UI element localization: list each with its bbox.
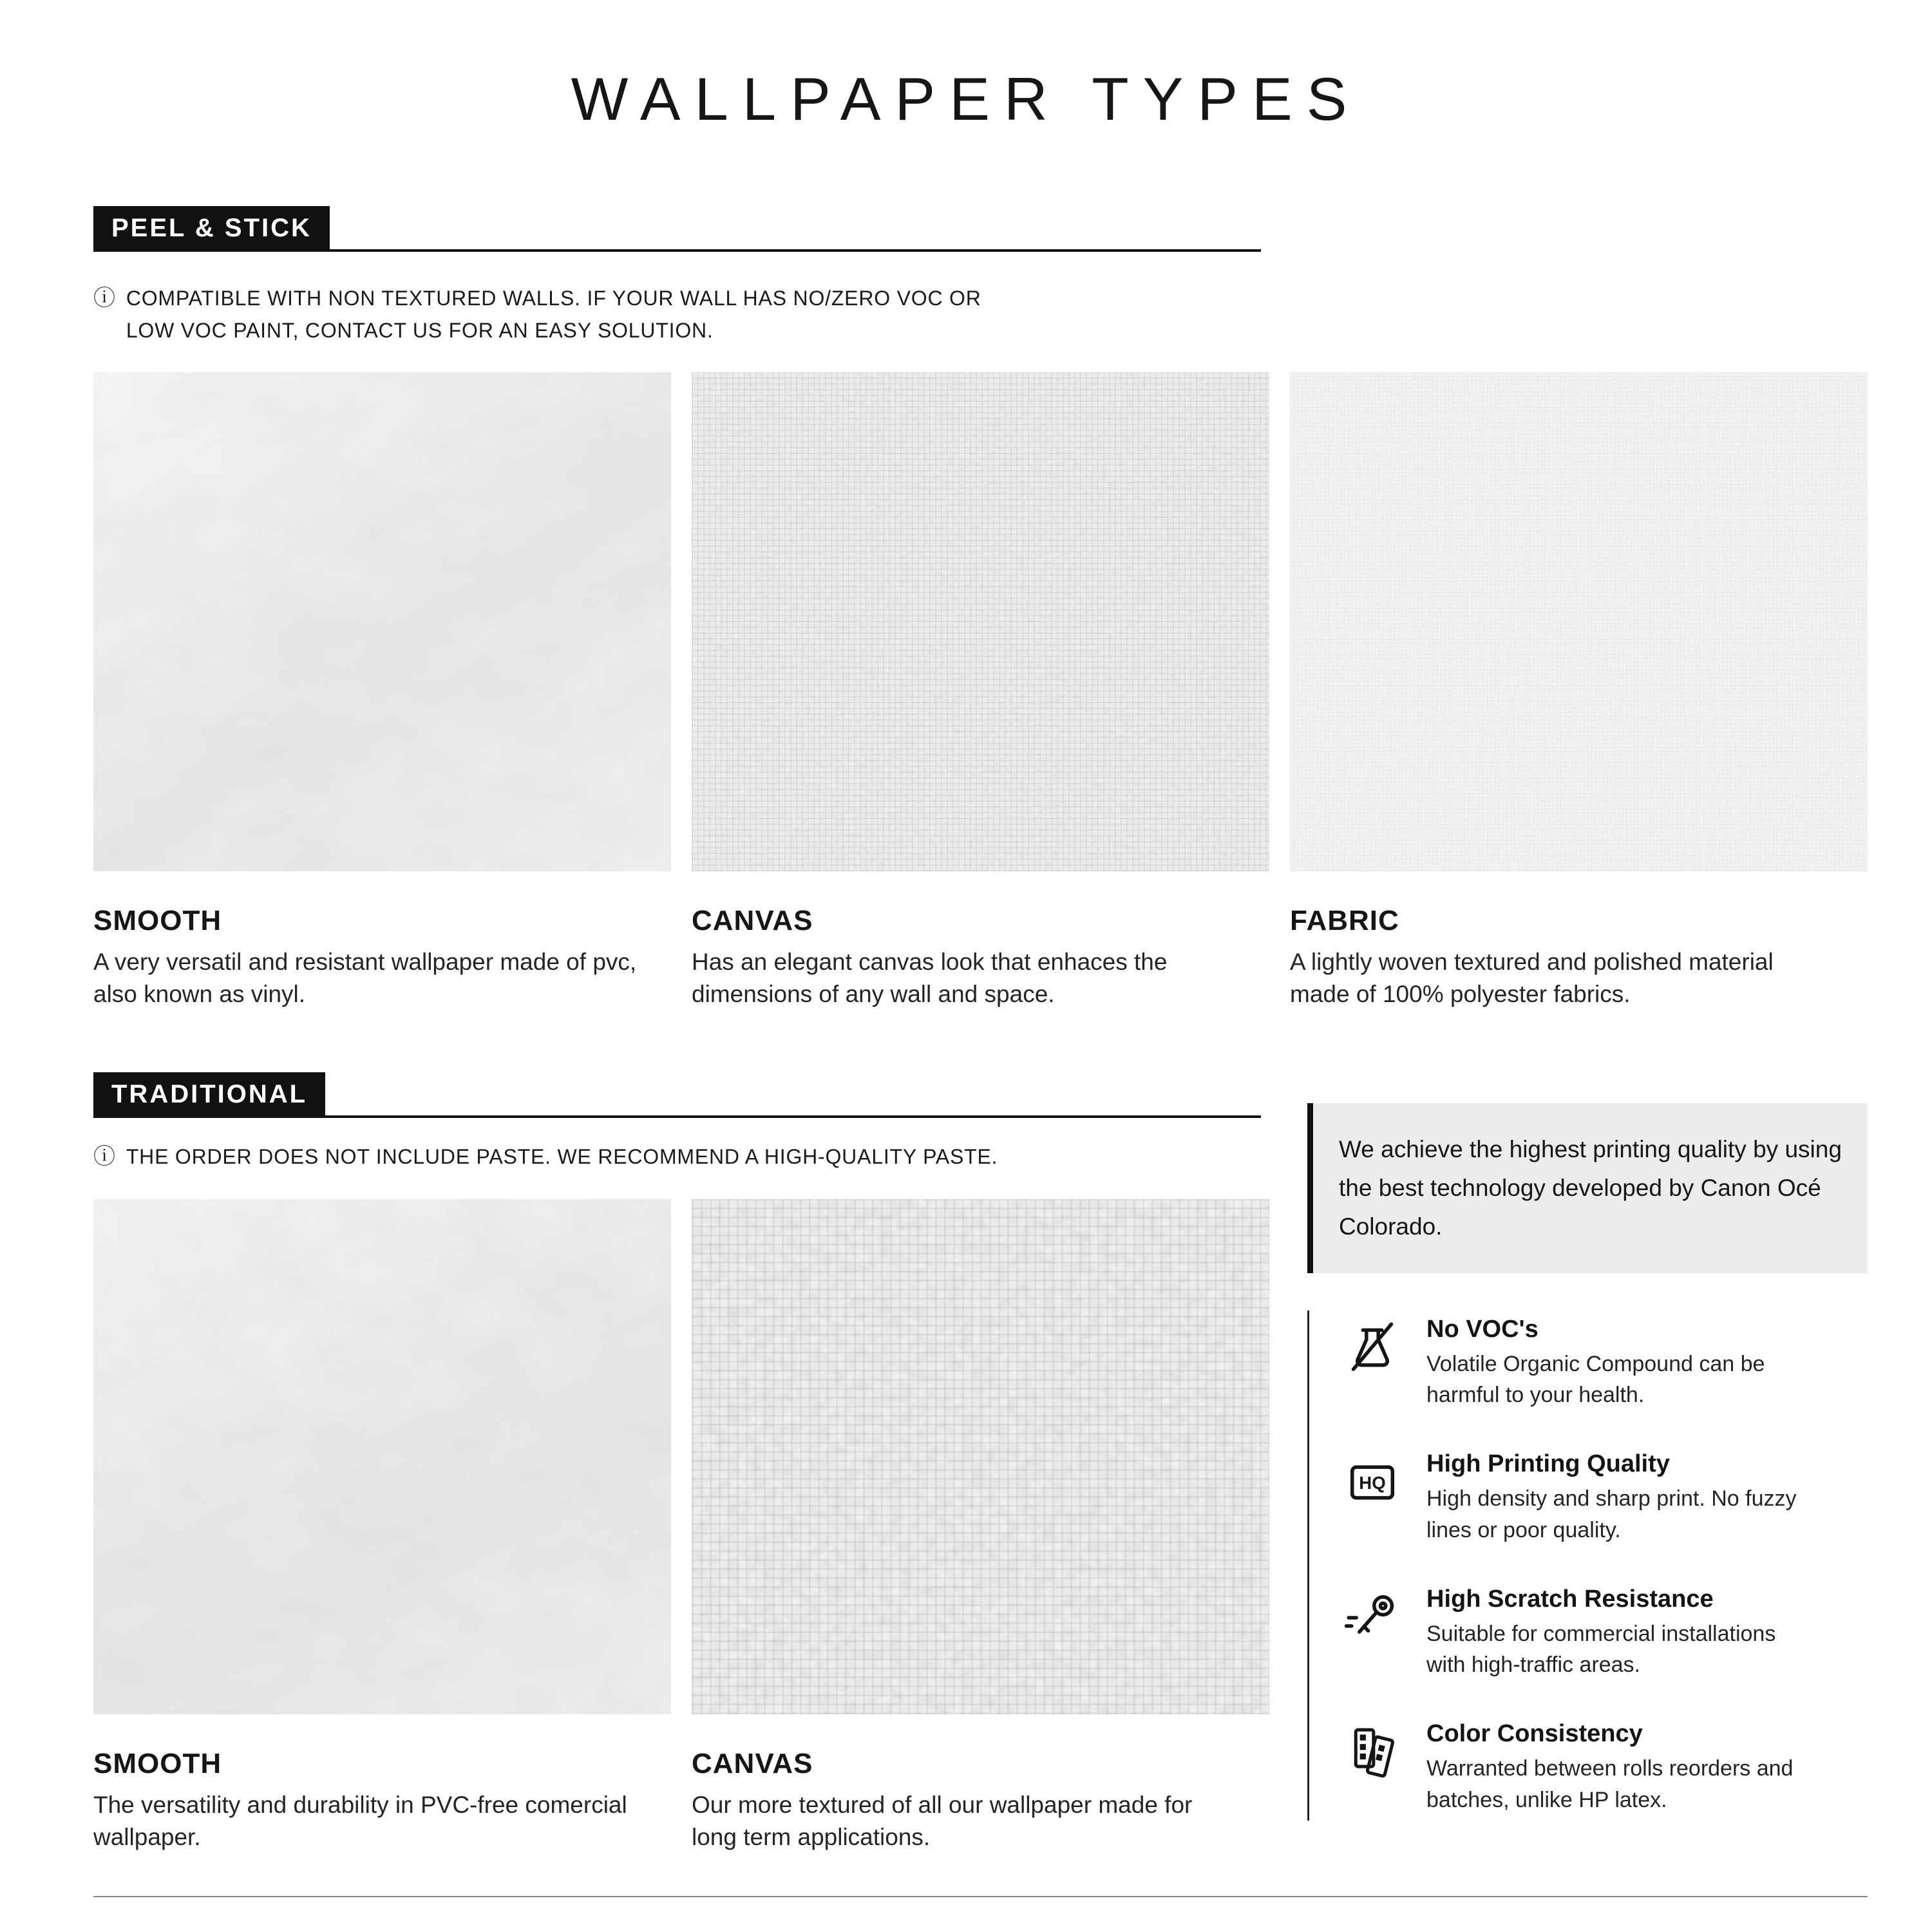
traditional-swatch-grid [93,1199,1269,1853]
peel-section-label: PEEL & STICK [93,206,330,249]
swatch-description: A lightly woven textured and polished material made of 100% polyester fabrics. [1290,949,1774,1008]
page-title: WALLPAPER TYPES [571,65,1361,133]
scratch-resistance-key-icon [1343,1588,1402,1647]
feature-color-consistency [1343,1720,1868,1815]
info-icon: ⓘ [93,1144,116,1170]
smooth-texture-image [93,372,671,871]
feature-high-scratch-resistance [1343,1586,1868,1681]
traditional-section [93,1072,1269,1853]
peel-section-header [93,206,1261,252]
bottom-divider [93,1896,1868,1897]
feature-description: Warranted between rolls reorders and batches, unlike HP latex. [1426,1756,1794,1812]
peel-swatch-grid [93,372,1868,1010]
feature-title: Color Consistency [1426,1720,1643,1748]
feature-text [1426,1586,1819,1681]
feature-description: Suitable for commercial installations with high-traffic areas. [1426,1621,1776,1678]
info-icon: ⓘ [93,286,116,310]
feature-high-printing-quality [1343,1450,1868,1546]
traditional-note [93,1141,1034,1173]
swatch-description: Our more textured of all our wallpaper made for long term applications. [692,1791,1193,1850]
feature-list [1307,1311,1868,1821]
hq-icon-label: HQ [1359,1473,1386,1493]
smooth-texture-image [93,1199,671,1714]
swatch-card-smooth-traditional [93,1199,671,1853]
peel-note [93,283,1034,346]
quality-column [1307,1072,1868,1853]
feature-title: High Scratch Resistance [1426,1585,1714,1613]
texture-overlay [692,372,1269,871]
swatch-title: CANVAS [692,1747,813,1779]
traditional-section-header [93,1072,1261,1118]
feature-no-vocs [1343,1316,1868,1411]
feature-title: High Printing Quality [1426,1450,1670,1478]
feature-description: High density and sharp print. No fuzzy lines or poor quality. [1426,1486,1797,1542]
peel-note-text: COMPATIBLE WITH NON TEXTURED WALLS. IF YOUR WALL HAS NO/ZERO VOC OR LOW VOC PAINT, CONTACT US FOR AN EASY SOLUTION. [126,287,981,342]
feature-description: Volatile Organic Compound can be harmful to your health. [1426,1351,1765,1408]
swatch-title: SMOOTH [93,905,222,937]
feature-text [1426,1316,1819,1411]
traditional-section-label: TRADITIONAL [93,1072,325,1115]
traditional-note-text: THE ORDER DOES NOT INCLUDE PASTE. WE RECOMMEND A HIGH-QUALITY PASTE. [126,1145,998,1169]
feature-title: No VOC's [1426,1315,1539,1343]
swatch-description: The versatility and durability in PVC-free comercial wallpaper. [93,1791,627,1850]
texture-overlay [692,1199,1269,1714]
swatch-card-canvas-traditional [692,1199,1269,1853]
no-voc-icon [1343,1318,1402,1378]
swatch-title: SMOOTH [93,1747,222,1779]
swatch-card-smooth [93,372,671,1010]
fabric-texture-image [1290,372,1868,871]
swatch-title: CANVAS [692,905,813,937]
color-swatchbook-icon [1343,1723,1402,1782]
swatch-card-canvas [692,372,1269,1010]
hq-icon [1343,1453,1402,1512]
texture-overlay [93,1199,671,1714]
feature-text [1426,1720,1819,1815]
canvas-texture-image [692,1199,1269,1714]
swatch-description: A very versatil and resistant wallpaper made of pvc, also known as vinyl. [93,949,637,1008]
texture-overlay [1290,372,1868,871]
swatch-title: FABRIC [1290,905,1399,937]
quality-statement-panel: We achieve the highest printing quality by using the best technology developed by Canon Océ Colorado. [1307,1103,1868,1273]
feature-text [1426,1450,1819,1546]
swatch-description: Has an elegant canvas look that enhaces the dimensions of any wall and space. [692,949,1168,1008]
canvas-texture-image [692,372,1269,871]
swatch-card-fabric [1290,372,1868,1010]
lower-section [93,1072,1868,1853]
texture-overlay [93,372,671,871]
